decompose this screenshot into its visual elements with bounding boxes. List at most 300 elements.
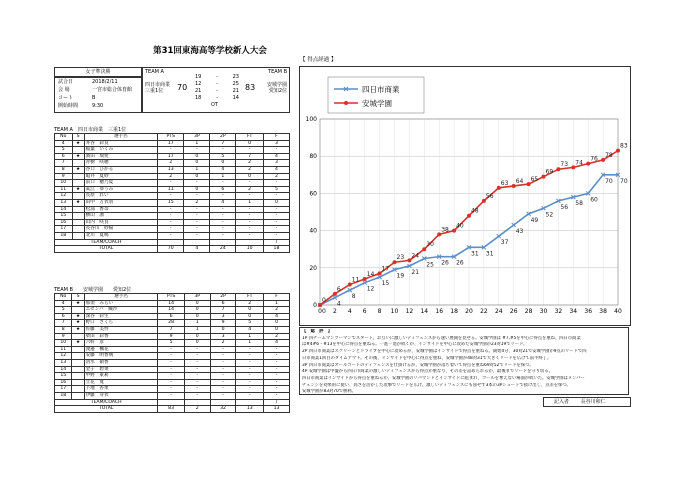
table-cell: 1	[236, 340, 264, 347]
table-cell: 那須 みらい	[84, 300, 158, 307]
table-cell: 6	[210, 300, 236, 307]
table-cell: -	[210, 232, 236, 239]
table-cell: -	[236, 359, 264, 366]
quarter-score-a: 19	[195, 74, 202, 80]
table-cell: 3	[210, 333, 236, 340]
table-cell: 安藤 明香璃	[84, 353, 158, 360]
coach-row	[55, 399, 290, 406]
table-cell: ★	[72, 326, 84, 333]
x-tick-label: 2	[332, 308, 337, 315]
data-label: 63	[500, 179, 509, 187]
table-cell: 井谷 彩良	[84, 140, 157, 147]
table-cell: -	[264, 373, 290, 380]
x-tick-label: 32	[554, 308, 563, 315]
x-tick-label: 16	[435, 308, 444, 315]
table-cell: 谷口 ひかる	[84, 166, 157, 173]
x-tick-label: 34	[569, 308, 578, 315]
table-cell: 前口 穂乃夏	[84, 180, 157, 187]
data-label: 15	[381, 280, 390, 288]
table-cell: エゼンバ 織沙	[84, 307, 158, 314]
data-label: 78	[605, 151, 613, 159]
table-cell: 4	[210, 199, 236, 206]
table-cell: 山内 咲良	[84, 219, 157, 226]
table-cell: 松浦 香奈	[84, 206, 157, 213]
table-cell	[72, 219, 84, 226]
data-label: 30	[426, 241, 434, 249]
table-cell: -	[264, 353, 290, 360]
table-row	[55, 153, 290, 160]
table-cell: 4	[55, 140, 73, 147]
table-cell: 田中 万衣羽	[84, 199, 157, 206]
table-cell: -	[184, 373, 210, 380]
review-line: 1P 四チームマンツーマンでスタート。お互いに激しいディフェンスから速い展開を見せる。安城学園は #7,#5を中心に得点を重ね、四日市商業	[302, 335, 581, 341]
info-label: 会 場	[58, 87, 70, 93]
info-row	[55, 94, 141, 102]
table-cell	[236, 239, 264, 246]
table-row	[55, 147, 290, 154]
column-header: 3P	[184, 294, 210, 301]
table-cell: 13	[158, 166, 184, 173]
quarter-dash: -	[216, 74, 218, 80]
review-line: 2P 四日市商業はスクリーンとドライブを中心に攻めるが、安城学園はインサイドで得点を重ねる。開始4分、30対21で安城学園が9点のリードで四	[302, 349, 587, 355]
table-cell: /	[264, 399, 290, 406]
table-cell: 6	[158, 313, 184, 320]
table-cell: 2	[210, 340, 236, 347]
table-row	[55, 140, 290, 147]
table-cell: -	[264, 379, 290, 386]
table-cell: 0	[264, 326, 290, 333]
table-cell: ★	[72, 199, 84, 206]
table-cell: -	[158, 392, 184, 399]
x-tick-label: 36	[584, 308, 593, 315]
column-header: No	[55, 294, 72, 301]
data-label: 43	[515, 228, 524, 236]
table-cell: -	[210, 206, 236, 213]
table-cell: 4	[263, 153, 289, 160]
table-cell: 1	[184, 320, 210, 327]
table-cell	[72, 379, 84, 386]
review-line: は#4#6・#13を中心に得点を重ねる。一進一退が続くが、インサイドを中心に攻めた安城学園が23対19でリード。	[302, 342, 528, 348]
table-row	[55, 166, 290, 173]
table-cell: -	[236, 353, 264, 360]
table-cell: 0	[184, 333, 210, 340]
table-cell: 2	[264, 307, 290, 314]
table-cell: 6	[55, 153, 73, 160]
review-line: 4P 安城学園は中盤から四日市商業の激しいディフェンスから得点が重なり、その差を詰められるが、最後までリードを守り切る。	[302, 369, 553, 375]
match-info-box	[54, 77, 142, 113]
data-label: 31	[485, 250, 494, 258]
table-cell: -	[264, 346, 290, 353]
table-row	[55, 373, 290, 380]
recorder-name: 長谷川和仁	[580, 399, 606, 405]
total-cell: 13	[264, 406, 290, 413]
table-cell: 7	[210, 307, 236, 314]
table-cell: 14	[55, 366, 72, 373]
x-tick-label: 40	[614, 308, 622, 315]
table-cell: 0	[236, 313, 264, 320]
table-cell: 長原 れい	[84, 193, 157, 200]
box-score-table-a	[54, 133, 290, 253]
table-cell: -	[264, 366, 290, 373]
quarter-score-a: 21	[195, 88, 202, 94]
coach-label: TEAM/COACH	[55, 399, 158, 406]
recorder-box	[543, 397, 631, 407]
table-cell: 2	[236, 166, 264, 173]
table-cell: -	[184, 346, 210, 353]
total-row	[55, 246, 290, 253]
table-cell: -	[184, 366, 210, 373]
table-cell	[72, 226, 84, 233]
table-cell: 4	[264, 313, 290, 320]
table-cell: 7	[210, 140, 236, 147]
y-tick-label: 100	[305, 116, 317, 123]
table-cell: 14	[158, 307, 184, 314]
info-row	[55, 102, 141, 110]
progress-label: 【 得点経過 】	[300, 57, 337, 63]
table-cell: -	[210, 147, 236, 154]
table-cell	[72, 173, 84, 180]
match-type: 女子準決勝	[54, 67, 142, 77]
table-cell: 0	[184, 160, 210, 167]
column-header: 選手名	[84, 294, 158, 301]
table-row	[55, 346, 290, 353]
table-cell: 中野 東莉	[84, 373, 158, 380]
table-cell	[72, 346, 84, 353]
legend-label: 四日市商業	[362, 85, 400, 94]
data-label: 26	[441, 259, 449, 267]
x-tick-label: 0	[318, 308, 322, 315]
table-cell: 1	[184, 140, 210, 147]
table-cell: 長谷川 紗陽	[84, 226, 157, 233]
table-cell: 7	[236, 153, 264, 160]
table-cell: 7	[55, 160, 73, 167]
table-cell: 深谷 彩生	[84, 313, 158, 320]
table-cell: -	[236, 232, 264, 239]
table-cell: -	[236, 213, 264, 220]
table-cell: 0	[236, 173, 264, 180]
total-cell: 18	[263, 246, 289, 253]
y-tick-label: 80	[309, 153, 317, 161]
table-cell: 金子 碧菜	[84, 366, 158, 373]
score-progress-chart-frame	[299, 66, 631, 326]
team-a-total: 70	[177, 83, 188, 92]
table-cell: 9	[210, 320, 236, 327]
table-header-row	[55, 294, 290, 301]
table-cell: -	[158, 373, 184, 380]
table-cell: -	[236, 346, 264, 353]
table-cell: -	[184, 226, 210, 233]
table-cell	[72, 160, 84, 167]
table-cell: -	[210, 353, 236, 360]
info-value: 一宮市総合体育館	[92, 87, 133, 93]
table-cell: 1	[210, 173, 236, 180]
table-cell	[184, 239, 210, 246]
info-label: コート	[58, 95, 74, 101]
data-label: 49	[530, 216, 539, 224]
table-cell: 5	[55, 307, 72, 314]
table-cell: -	[184, 232, 210, 239]
table-cell: 佐藤 美怜	[84, 326, 158, 333]
table-cell: 18	[55, 392, 72, 399]
table-cell: -	[184, 379, 210, 386]
table-cell: -	[184, 386, 210, 393]
table-cell: -	[236, 180, 264, 187]
table-cell: 0	[264, 320, 290, 327]
page-title: 第31回東海高等学校新人大会	[153, 46, 267, 56]
coach-row	[55, 239, 290, 246]
column-header: 選手名	[84, 134, 157, 141]
quarter-dash: -	[216, 88, 218, 94]
table-row	[55, 206, 290, 213]
table-cell	[184, 399, 210, 406]
table-cell: ★	[72, 340, 84, 347]
table-cell: -	[158, 386, 184, 393]
x-tick-label: 10	[390, 308, 399, 315]
team-a-name: 四日市商業	[145, 82, 171, 88]
table-cell: 3	[210, 313, 236, 320]
table-cell: 眞江 ゆうみ	[84, 186, 157, 193]
column-header: No	[55, 134, 73, 141]
table-cell: 0	[184, 307, 210, 314]
team-b-total: 83	[245, 83, 256, 92]
table-cell: 3	[263, 140, 289, 147]
team-a-seed: 三重1位	[145, 88, 164, 94]
table-cell: -	[210, 373, 236, 380]
y-tick-label: 0	[313, 302, 317, 309]
table-cell: -	[236, 392, 264, 399]
table-cell: ★	[72, 153, 84, 160]
data-label: 58	[575, 200, 583, 208]
table-cell: 8	[55, 326, 72, 333]
table-cell	[72, 373, 84, 380]
data-label: 37	[500, 239, 509, 247]
x-tick-label: 24	[494, 308, 503, 315]
table-cell: -	[236, 219, 264, 226]
table-cell: -	[210, 359, 236, 366]
x-tick-label: 26	[509, 308, 518, 315]
table-cell: -	[158, 366, 184, 373]
table-cell: 10	[55, 340, 72, 347]
data-label: 73	[560, 161, 569, 169]
table-cell: 9	[158, 333, 184, 340]
data-label: 64	[515, 177, 524, 185]
table-cell: 2	[236, 300, 264, 307]
table-cell	[72, 366, 84, 373]
table-cell: -	[158, 346, 184, 353]
table-cell: ★	[72, 320, 84, 327]
table-cell: 17	[158, 153, 184, 160]
table-cell: -	[158, 206, 184, 213]
match-header	[54, 67, 290, 113]
table-row	[55, 313, 290, 320]
table-cell: -	[236, 147, 264, 154]
table-cell: -	[263, 206, 289, 213]
table-cell: -	[184, 180, 210, 187]
table-cell: -	[210, 346, 236, 353]
table-cell: 5	[55, 147, 73, 154]
table-cell: -	[210, 193, 236, 200]
table-cell: -	[236, 373, 264, 380]
table-cell: -	[184, 213, 210, 220]
table-cell: -	[263, 213, 289, 220]
table-cell: 9	[55, 173, 73, 180]
data-label: 0	[322, 297, 326, 304]
table-cell: -	[158, 226, 184, 233]
table-cell	[72, 386, 84, 393]
data-label: 65	[530, 176, 539, 184]
x-tick-label: 38	[599, 308, 607, 315]
table-cell: 横山 凛	[84, 213, 157, 220]
table-cell: 野口 さくら	[84, 320, 158, 327]
table-cell: -	[158, 180, 184, 187]
table-cell: 7	[158, 326, 184, 333]
table-row	[55, 353, 290, 360]
table-row	[55, 186, 290, 193]
table-row	[55, 307, 290, 314]
quarter-dash: -	[216, 95, 218, 101]
total-cell: 70	[158, 246, 184, 253]
table-cell	[210, 239, 236, 246]
box-score-team-b	[54, 287, 290, 413]
data-label: 14	[366, 270, 375, 278]
table-cell: 伊藤 芽衣	[84, 392, 158, 399]
team-b-seed: 愛知2位	[268, 88, 287, 94]
table-cell: 清水 碩香	[84, 359, 158, 366]
table-cell: 17	[158, 140, 184, 147]
table-cell: -	[158, 359, 184, 366]
legend-marker	[344, 101, 348, 105]
column-header: 2P	[210, 134, 236, 141]
table-cell: 4	[236, 326, 264, 333]
table-cell: 8	[55, 166, 73, 173]
table-cell	[72, 359, 84, 366]
info-value: 9:30	[92, 103, 104, 109]
x-tick-label: 28	[524, 308, 533, 315]
table-cell	[72, 180, 84, 187]
data-label: 25	[426, 261, 434, 269]
table-cell	[72, 193, 84, 200]
table-row	[55, 366, 290, 373]
table-cell: -	[184, 359, 210, 366]
data-label: 69	[545, 168, 554, 176]
data-label: 74	[575, 159, 583, 167]
data-label: 24	[411, 252, 420, 260]
info-value: 2018/2/11	[92, 79, 118, 85]
review-line: 四日市商業はインサイドから得点を重ねるが、安城学園のリバウンドとインサイドに阻まれ、ゴールを奪えない場面が続いた。安城学園はメンバー	[302, 375, 585, 381]
column-header: 3P	[184, 134, 210, 141]
table-cell: 10	[55, 180, 73, 187]
table-cell	[72, 333, 84, 340]
data-label: 40	[456, 222, 464, 230]
table-cell: -	[264, 386, 290, 393]
table-cell: -	[184, 392, 210, 399]
review-line: 安城学園が83対70で勝利。	[302, 389, 356, 395]
table-row	[55, 392, 290, 399]
data-label: 12	[366, 285, 375, 293]
table-cell	[72, 307, 84, 314]
legend-label: 安城学園	[362, 99, 392, 108]
scoreboard	[142, 67, 290, 113]
table-cell: ★	[72, 300, 84, 307]
table-cell: 7	[55, 320, 72, 327]
table-cell: -	[184, 193, 210, 200]
column-header: FT	[236, 134, 264, 141]
table-cell: -	[264, 392, 290, 399]
table-cell: -	[184, 147, 210, 154]
table-cell: 渡邉 楓花	[84, 346, 158, 353]
x-tick-label: 4	[347, 308, 352, 315]
table-cell: -	[158, 213, 184, 220]
data-label: 56	[560, 203, 569, 211]
x-tick-label: 6	[362, 308, 367, 315]
table-cell: 1	[184, 166, 210, 173]
table-cell: 1	[236, 333, 264, 340]
table-cell: 4	[263, 166, 289, 173]
column-header: PTS	[158, 134, 184, 141]
table-cell: 0	[184, 153, 210, 160]
quarter-score-a: 18	[195, 95, 202, 101]
table-row	[55, 379, 290, 386]
table-row	[55, 199, 290, 206]
review-title: 【 総 評 】	[302, 329, 333, 334]
quarter-score-a: 12	[195, 81, 202, 87]
team-b-name: 安城学園	[266, 82, 287, 88]
table-cell: -	[236, 193, 264, 200]
table-cell: -	[158, 353, 184, 360]
table-cell	[158, 399, 184, 406]
y-tick-label: 40	[309, 227, 317, 235]
review-box	[299, 327, 629, 395]
total-cell: 83	[158, 406, 184, 413]
table-cell: 4	[210, 166, 236, 173]
info-value: B	[92, 95, 96, 101]
y-tick-label: 20	[309, 264, 317, 272]
data-label: 56	[485, 192, 494, 200]
table-cell: -	[158, 219, 184, 226]
team-b-header: TEAM B	[268, 69, 287, 75]
table-cell: 1	[236, 199, 264, 206]
table-cell: 9	[55, 333, 72, 340]
table-cell: 6	[55, 313, 72, 320]
table-cell: -	[158, 232, 184, 239]
quarter-score-b: 21	[232, 88, 239, 94]
table-cell: 2	[158, 160, 184, 167]
table-cell: 14	[158, 300, 184, 307]
table-cell: 0	[210, 160, 236, 167]
table-cell: 11	[55, 186, 73, 193]
table-cell: 亀井 夏紗	[84, 173, 157, 180]
table-cell: -	[236, 379, 264, 386]
table-cell: 4	[264, 340, 290, 347]
x-tick-label: 18	[450, 308, 458, 315]
table-row	[55, 180, 290, 187]
table-cell: 2	[264, 333, 290, 340]
table-cell: 青樹 咲穂	[84, 160, 157, 167]
table-cell: 16	[55, 219, 73, 226]
table-cell: 15	[55, 213, 73, 220]
quarter-score-b: 23	[232, 74, 239, 80]
table-cell: 稲葉 いくみ	[84, 147, 157, 154]
quarter-row	[195, 88, 239, 95]
table-cell: 2	[184, 199, 210, 206]
table-cell: -	[263, 219, 289, 226]
total-cell: 4	[184, 246, 210, 253]
table-cell: 5	[236, 320, 264, 327]
table-cell: 11	[158, 186, 184, 193]
column-header: S	[72, 294, 84, 301]
table-cell: 0	[184, 313, 210, 320]
table-cell: 17	[55, 386, 72, 393]
